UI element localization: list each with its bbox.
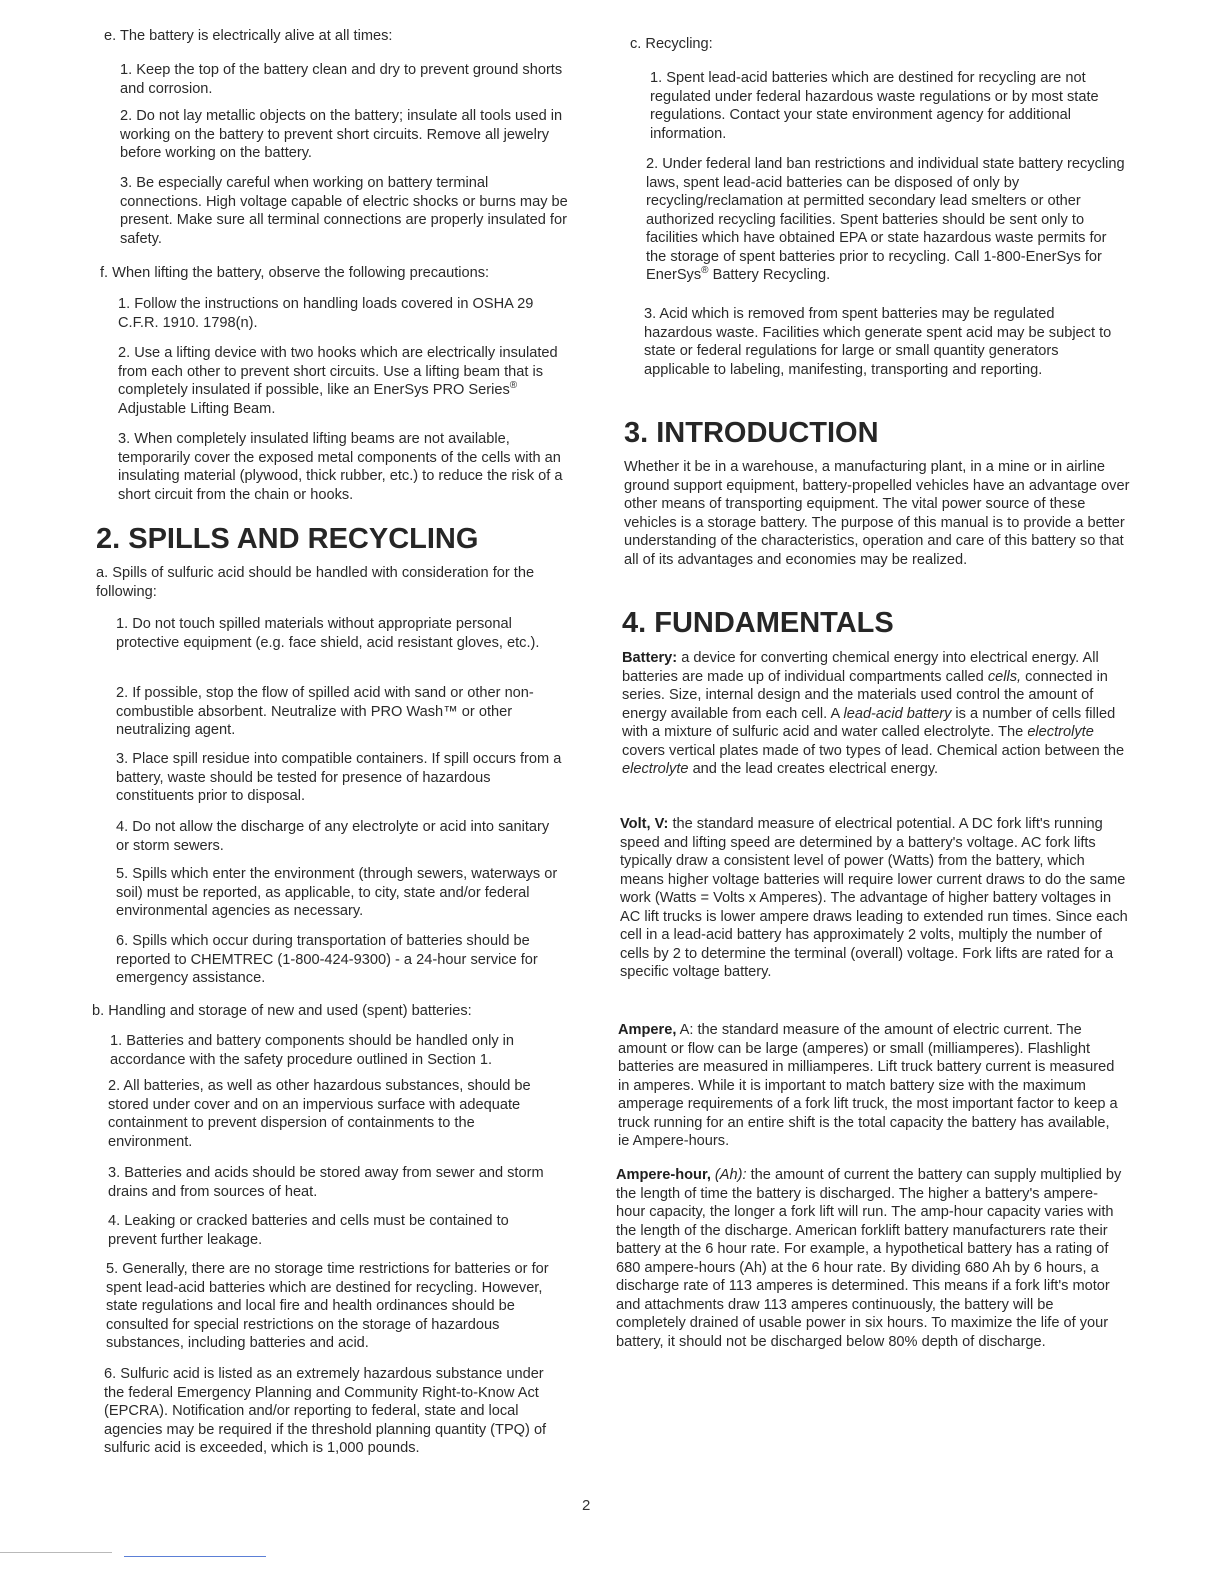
term-battery: Battery: (622, 650, 678, 666)
scan-artifact-line (0, 1552, 112, 1553)
list-item: 3. When completely insulated lifting beams are not available, temporarily cover the exposed metal components of the cells with an insulating material (plywood, thick rubber, etc.) to reduce the risk of a short circuit from the chain or hooks. (118, 431, 563, 503)
list-item: 4. Leaking or cracked batteries and cells must be contained to prevent further leakage. (108, 1213, 509, 1248)
section-c-label: c. Recycling: (630, 36, 713, 52)
list-item-text: Battery Recycling. (708, 267, 831, 283)
list-item (118, 344, 568, 418)
list-item (646, 155, 1130, 285)
section-a-label: a. Spills of sulfuric acid should be handled with consideration for the following: (96, 565, 535, 600)
list-item: 4. Do not allow the discharge of any electrolyte or acid into sanitary or storm sewers. (116, 819, 550, 854)
list-item: 2. If possible, stop the flow of spilled acid with sand or other non-combustible absorbent. Neutralize with PRO Wash™ or other neutralizing agent. (116, 685, 534, 738)
definition-text: A: the standard measure of the amount of electric current. The amount or flow can be large (amperes) or small (milliamperes). Flashlight batteries are measured in milliamperes. Lift truck battery current is measured in amperes. While it is important to match battery size with the maximum amperage requirements of a fork lift truck, the most important factor to keep a truck running for an entire shift is the total capacity the battery has available, ie Ampere-hours. (618, 1022, 1118, 1149)
list-item: 1. Batteries and battery components should be handled only in accordance with the safety procedure outlined in Section 1. (110, 1033, 515, 1068)
list-item: 3. Place spill residue into compatible containers. If spill occurs from a battery, waste should be tested for presence of hazardous constituents prior to disposal. (116, 751, 562, 804)
term-ampere-hour: Ampere-hour, (616, 1167, 711, 1183)
heading-spills-recycling: 2. SPILLS AND RECYCLING (96, 523, 479, 555)
definition-italic: electrolyte (622, 761, 689, 777)
list-item-text: 2. Under federal land ban restrictions and individual state battery recycling laws, spent lead-acid batteries can be disposed of only by recycling/reclamation at permitted secondary lead smelters or other authorized recycling facilities. Spent batteries should be sent only to facilities which have obtained EPA or state hazardous waste permits for the storage of spent batteries prior to recycling. Call 1-800-EnerSys for EnerSys (646, 156, 1125, 283)
list-item: 6. Spills which occur during transportation of batteries should be reported to CHEMTREC (1-800-424-9300) - a 24-hour service for emergency assistance. (116, 933, 538, 986)
list-item: 6. Sulfuric acid is listed as an extremely hazardous substance under the federal Emergency Planning and Community Right-to-Know Act (EPCRA). Notification and/or reporting to federal, state and local agencies may be required if the threshold planning quantity (TPQ) of sulfuric acid is exceeded, which is 1,000 pounds. (104, 1366, 547, 1456)
section-b-label: b. Handling and storage of new and used (spent) batteries: (92, 1003, 472, 1019)
list-item: 3. Acid which is removed from spent batteries may be regulated hazardous waste. Facilities which generate spent acid may be subject to state or federal regulations for large or small quantity generators applicable to labeling, manifesting, transporting and reporting. (644, 306, 1112, 378)
list-item: 1. Follow the instructions on handling loads covered in OSHA 29 C.F.R. 1910. 1798(n). (118, 296, 534, 331)
list-item-text: Adjustable Lifting Beam. (118, 400, 276, 417)
definition-text: connected in series. Size, internal design and the materials used control the amount of energy available from each cell. A (622, 668, 1108, 722)
definition-ampere (618, 1021, 1124, 1151)
list-item: 3. Batteries and acids should be stored away from sewer and storm drains and from sources of heat. (108, 1165, 544, 1200)
list-item: 1. Keep the top of the battery clean and dry to prevent ground shorts and corrosion. (120, 62, 563, 97)
scan-artifact-line (124, 1556, 266, 1557)
definition-text: the amount of current the battery can supply multiplied by the length of time the battery is discharged. The higher a battery's ampere-hour capacity, the longer a fork lift will run. The amp-hour capacity varies with the length of the discharge. American forklift battery manufacturers rate their battery at the 6 hour rate. For example, a hypothetical battery has a rating of 680 ampere-hours (Ah) at the 6 hour rate. By dividing 680 Ah by 6 hours, a discharge rate of 113 amperes is determined. This means if a fork lift's motor and attachments draw 113 amperes continuously, the battery will be completely drained of usable power in six hours. To maximize the life of your battery, it should not be discharged below 80% depth of discharge. (616, 1167, 1122, 1350)
term-ampere: Ampere, (618, 1022, 677, 1038)
list-item: 1. Spent lead-acid batteries which are destined for recycling are not regulated under federal hazardous waste regulations or by most state regulations. Contact your state environment agency for additional information. (650, 70, 1099, 142)
list-item: 5. Generally, there are no storage time restrictions for batteries or for spent lead-acid batteries which are destined for recycling. However, state regulations and local fire and health ordinances should be consulted for special restrictions on the storage of hazardous substances, including batteries and acid. (106, 1261, 549, 1351)
definition-italic: lead-acid battery (843, 705, 952, 722)
definition-italic: electrolyte (1027, 724, 1094, 740)
definition-text: and the lead creates electrical energy. (688, 761, 939, 777)
definition-volt (620, 815, 1128, 982)
definition-battery (622, 649, 1130, 779)
introduction-text: Whether it be in a warehouse, a manufacturing plant, in a mine or in airline ground support equipment, battery-propelled vehicles have an advantage over other means of transporting equipment. The vital power source of these vehicles is a storage battery. The purpose of this manual is to provide a better understanding of the characteristics, operation and care of this battery so that all of its advantages and economies may be realized. (624, 459, 1130, 568)
definition-italic: cells, (987, 668, 1022, 685)
registered-mark: ® (701, 265, 709, 277)
list-item-text: 2. Use a lifting device with two hooks which are electrically insulated from each other to prevent short circuits. Use a lifting beam that is completely insulated if possible, like an EnerSys PRO Series (118, 345, 558, 398)
definition-ampere-hour (616, 1166, 1124, 1351)
definition-text: a device for converting chemical energy into electrical energy. All batteries are made up of individual compartments called (622, 650, 1099, 685)
definition-text: covers vertical plates made of two types of lead. Chemical action between the (622, 742, 1125, 759)
list-item: 1. Do not touch spilled materials without appropriate personal protective equipment (e.g. face shield, acid resistant gloves, etc.). (116, 616, 540, 651)
list-item: 3. Be especially careful when working on battery terminal connections. High voltage capable of electric shocks or burns may be present. Make sure all terminal connections are properly insulated for safety. (120, 175, 568, 247)
section-f-label: f. When lifting the battery, observe the following precautions: (100, 265, 490, 281)
page-number: 2 (582, 1497, 591, 1514)
list-item: 2. All batteries, as well as other hazardous substances, should be stored under cover and on an impervious surface with adequate containment to prevent dispersion of containments to the environment. (108, 1078, 531, 1150)
heading-introduction: 3. INTRODUCTION (624, 417, 879, 449)
term-volt: Volt, V: (620, 816, 669, 832)
section-e-label: e. The battery is electrically alive at all times: (104, 28, 393, 44)
list-item: 2. Do not lay metallic objects on the battery; insulate all tools used in working on the battery to prevent short circuits. Remove all jewelry before working on the battery. (120, 108, 563, 161)
list-item: 5. Spills which enter the environment (through sewers, waterways or soil) must be reported, as applicable, to city, state and/or federal environmental agencies as necessary. (116, 866, 558, 919)
registered-mark: ® (509, 380, 518, 392)
definition-text: is a number of cells filled with a mixture of sulfuric acid and water called electrolyte. The (622, 705, 1116, 740)
term-abbreviation: (Ah): (710, 1167, 747, 1183)
definition-text: the standard measure of electrical potential. A DC fork lift's running speed and lifting speed are determined by a battery's voltage. AC fork lifts typically draw a consistent level of power (Watts) from the battery, which means higher voltage batteries will require lower current draws to do the same work (Watts = Volts x Amperes). The advantage of higher battery voltages in AC lift trucks is lower ampere draws leading to extended run times. Since each cell in a lead-acid battery has approximately 2 volts, multiply the number of cells by 2 to determine the terminal (overall) voltage. Fork lifts are rated for a specific voltage battery. (620, 816, 1128, 980)
heading-fundamentals: 4. FUNDAMENTALS (622, 607, 894, 639)
